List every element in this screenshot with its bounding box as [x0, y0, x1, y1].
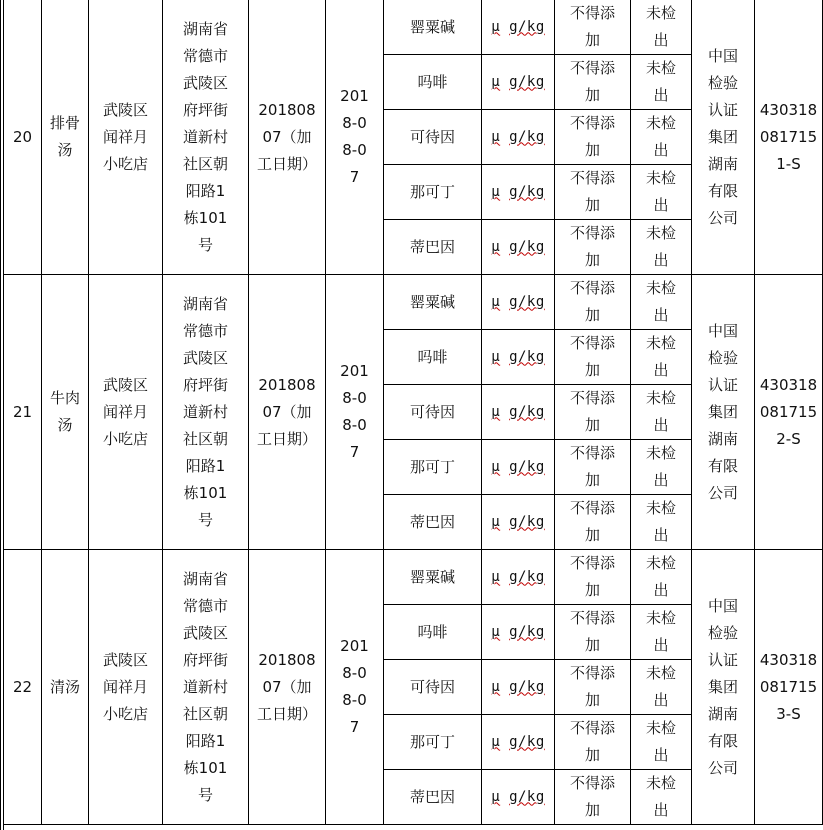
- sampled-unit-cell-text: 武陵区闻祥月小吃店: [102, 100, 148, 173]
- standard-value-cell: [555, 385, 631, 440]
- standard-value-cell: [555, 0, 631, 55]
- unit-mu-symbol: μ: [491, 128, 501, 145]
- sampled-unit-cell: [89, 275, 163, 550]
- sampling-date-cell-text: 2018-08-07: [340, 87, 369, 186]
- unit-suffix: g/kg: [509, 348, 545, 365]
- standard-value-cell: [555, 110, 631, 165]
- test-item-cell-text: 吗啡: [417, 622, 448, 641]
- report-number-cell: [755, 550, 823, 825]
- serial-number-cell-text: 20: [12, 127, 33, 146]
- unit-mu-symbol: μ: [491, 788, 501, 805]
- test-item-cell: [384, 605, 482, 660]
- test-item-cell-text: 吗啡: [417, 347, 448, 366]
- standard-value-cell: [555, 605, 631, 660]
- standard-value-cell: [555, 220, 631, 275]
- unit-of-measure-text: [491, 234, 545, 261]
- test-item-cell: [384, 660, 482, 715]
- unit-mu-symbol: μ: [491, 73, 501, 90]
- testing-agency-cell: [692, 275, 755, 550]
- standard-value-cell-text: 不得添加: [569, 114, 615, 159]
- testing-agency-cell-text: 中国检验认证集团湖南有限公司: [707, 321, 738, 502]
- report-number-cell-text: 4303180817152-S: [759, 375, 818, 448]
- test-item-cell-text: 可待因: [409, 677, 455, 696]
- standard-value-cell-text: 不得添加: [569, 609, 615, 654]
- standard-value-cell-text: 不得添加: [569, 664, 615, 709]
- unit-suffix: g/kg: [509, 568, 545, 585]
- standard-value-cell: [555, 715, 631, 770]
- test-result-cell: [631, 330, 692, 385]
- product-name-cell-text: 清汤: [49, 677, 80, 696]
- sampling-date-cell-text: 2018-08-07: [340, 362, 369, 461]
- test-result-cell-text: 未检出: [645, 719, 676, 764]
- batch-number-cell-text: 20180807（加工日期）: [256, 375, 317, 448]
- test-result-cell: [631, 715, 692, 770]
- test-result-cell: [631, 55, 692, 110]
- test-result-cell: [631, 275, 692, 330]
- unit-mu-symbol: μ: [491, 513, 501, 530]
- sampled-unit-cell-text: 武陵区闻祥月小吃店: [102, 375, 148, 448]
- standard-value-cell: [555, 330, 631, 385]
- report-number-cell: [755, 0, 823, 275]
- test-item-cell: [384, 275, 482, 330]
- test-item-cell-text: 罂粟碱: [409, 567, 455, 586]
- sampling-date-cell-text: 2018-08-07: [340, 637, 369, 736]
- batch-number-cell-text: 20180807（加工日期）: [256, 100, 317, 173]
- unit-of-measure-cell: [482, 55, 555, 110]
- test-item-cell-text: 罂粟碱: [409, 17, 455, 36]
- unit-of-measure-text: [491, 14, 545, 41]
- unit-mu-symbol: μ: [491, 348, 501, 365]
- unit-suffix: g/kg: [509, 623, 545, 640]
- test-result-cell: [631, 495, 692, 550]
- serial-number-cell: [4, 0, 42, 275]
- test-item-cell-text: 可待因: [409, 402, 455, 421]
- test-result-cell-text: 未检出: [645, 609, 676, 654]
- standard-value-cell-text: 不得添加: [569, 719, 615, 764]
- unit-of-measure-text: [491, 674, 545, 701]
- test-result-cell-text: 未检出: [645, 774, 676, 819]
- unit-mu-symbol: μ: [491, 293, 501, 310]
- test-item-cell: [384, 440, 482, 495]
- unit-of-measure-cell: [482, 0, 555, 55]
- batch-number-cell: [249, 550, 326, 825]
- unit-of-measure-cell: [482, 385, 555, 440]
- test-item-cell: [384, 550, 482, 605]
- test-result-cell: [631, 220, 692, 275]
- standard-value-cell: [555, 165, 631, 220]
- test-result-cell-text: 未检出: [645, 279, 676, 324]
- test-result-cell-text: 未检出: [645, 114, 676, 159]
- unit-suffix: g/kg: [509, 678, 545, 695]
- test-result-cell: [631, 440, 692, 495]
- standard-value-cell-text: 不得添加: [569, 499, 615, 544]
- unit-suffix: g/kg: [509, 293, 545, 310]
- test-result-cell-text: 未检出: [645, 499, 676, 544]
- unit-of-measure-text: [491, 729, 545, 756]
- test-item-cell: [384, 385, 482, 440]
- batch-number-cell-text: 20180807（加工日期）: [256, 650, 317, 723]
- unit-of-measure-cell: [482, 770, 555, 825]
- unit-of-measure-cell: [482, 440, 555, 495]
- test-result-cell-text: 未检出: [645, 59, 676, 104]
- unit-address-cell: [163, 550, 249, 825]
- unit-of-measure-cell: [482, 550, 555, 605]
- standard-value-cell-text: 不得添加: [569, 334, 615, 379]
- unit-mu-symbol: μ: [491, 458, 501, 475]
- batch-number-cell: [249, 275, 326, 550]
- unit-of-measure-cell: [482, 220, 555, 275]
- standard-value-cell-text: 不得添加: [569, 389, 615, 434]
- standard-value-cell-text: 不得添加: [569, 4, 615, 49]
- unit-mu-symbol: μ: [491, 403, 501, 420]
- standard-value-cell: [555, 660, 631, 715]
- sampling-date-cell: [326, 0, 384, 275]
- unit-suffix: g/kg: [509, 238, 545, 255]
- standard-value-cell: [555, 550, 631, 605]
- sampling-date-cell: [326, 275, 384, 550]
- serial-number-cell: [4, 275, 42, 550]
- unit-of-measure-text: [491, 69, 545, 96]
- test-result-cell: [631, 605, 692, 660]
- unit-of-measure-text: [491, 179, 545, 206]
- unit-mu-symbol: μ: [491, 18, 501, 35]
- test-item-cell-text: 那可丁: [409, 457, 455, 476]
- standard-value-cell-text: 不得添加: [569, 224, 615, 269]
- test-result-cell-text: 未检出: [645, 224, 676, 269]
- product-name-cell-text: 排骨汤: [49, 114, 80, 159]
- test-result-cell-text: 未检出: [645, 664, 676, 709]
- product-name-cell: [42, 275, 89, 550]
- test-item-cell: [384, 495, 482, 550]
- sampled-unit-cell: [89, 550, 163, 825]
- standard-value-cell: [555, 55, 631, 110]
- report-number-cell-text: 4303180817151-S: [759, 100, 818, 173]
- unit-address-cell-text: 湖南省常德市武陵区府坪街道新村社区朝阳路1栋101号: [182, 19, 228, 254]
- test-item-cell-text: 罂粟碱: [409, 292, 455, 311]
- unit-address-cell: [163, 275, 249, 550]
- unit-address-cell-text: 湖南省常德市武陵区府坪街道新村社区朝阳路1栋101号: [182, 569, 228, 804]
- test-item-cell-text: 可待因: [409, 127, 455, 146]
- standard-value-cell: [555, 440, 631, 495]
- unit-suffix: g/kg: [509, 458, 545, 475]
- unit-suffix: g/kg: [509, 733, 545, 750]
- table-left-inner-border: [3, 0, 4, 830]
- standard-value-cell-text: 不得添加: [569, 444, 615, 489]
- batch-number-cell: [249, 0, 326, 275]
- unit-of-measure-text: [491, 564, 545, 591]
- test-item-cell: [384, 110, 482, 165]
- sampled-unit-cell-text: 武陵区闻祥月小吃店: [102, 650, 148, 723]
- unit-mu-symbol: μ: [491, 678, 501, 695]
- testing-agency-cell-text: 中国检验认证集团湖南有限公司: [707, 46, 738, 227]
- report-number-cell: [755, 275, 823, 550]
- unit-mu-symbol: μ: [491, 568, 501, 585]
- sampling-date-cell: [326, 550, 384, 825]
- unit-mu-symbol: μ: [491, 183, 501, 200]
- serial-number-cell-text: 21: [12, 402, 33, 421]
- unit-mu-symbol: μ: [491, 238, 501, 255]
- test-item-cell: [384, 165, 482, 220]
- unit-mu-symbol: μ: [491, 733, 501, 750]
- test-item-cell-text: 蒂巴因: [409, 787, 455, 806]
- test-result-cell: [631, 385, 692, 440]
- test-result-cell: [631, 165, 692, 220]
- unit-of-measure-cell: [482, 275, 555, 330]
- unit-address-cell-text: 湖南省常德市武陵区府坪街道新村社区朝阳路1栋101号: [182, 294, 228, 529]
- standard-value-cell-text: 不得添加: [569, 774, 615, 819]
- standard-value-cell-text: 不得添加: [569, 554, 615, 599]
- unit-of-measure-text: [491, 619, 545, 646]
- product-name-cell: [42, 0, 89, 275]
- testing-agency-cell-text: 中国检验认证集团湖南有限公司: [707, 596, 738, 777]
- test-result-cell-text: 未检出: [645, 554, 676, 599]
- standard-value-cell-text: 不得添加: [569, 279, 615, 324]
- test-result-cell: [631, 660, 692, 715]
- sampled-unit-cell: [89, 0, 163, 275]
- test-item-cell: [384, 715, 482, 770]
- unit-suffix: g/kg: [509, 788, 545, 805]
- table-left-border: [0, 0, 1, 830]
- unit-of-measure-cell: [482, 715, 555, 770]
- unit-of-measure-cell: [482, 165, 555, 220]
- product-name-cell-text: 牛肉汤: [49, 389, 80, 434]
- test-result-cell: [631, 770, 692, 825]
- unit-of-measure-text: [491, 454, 545, 481]
- test-item-cell: [384, 220, 482, 275]
- standard-value-cell: [555, 495, 631, 550]
- standard-value-cell-text: 不得添加: [569, 169, 615, 214]
- test-item-cell: [384, 55, 482, 110]
- unit-of-measure-cell: [482, 330, 555, 385]
- unit-of-measure-text: [491, 399, 545, 426]
- test-item-cell-text: 蒂巴因: [409, 512, 455, 531]
- serial-number-cell: [4, 550, 42, 825]
- standard-value-cell: [555, 275, 631, 330]
- unit-mu-symbol: μ: [491, 623, 501, 640]
- unit-of-measure-text: [491, 124, 545, 151]
- test-result-cell-text: 未检出: [645, 169, 676, 214]
- report-number-cell-text: 4303180817153-S: [759, 650, 818, 723]
- unit-of-measure-text: [491, 509, 545, 536]
- test-item-cell: [384, 770, 482, 825]
- unit-suffix: g/kg: [509, 513, 545, 530]
- unit-address-cell: [163, 0, 249, 275]
- unit-of-measure-cell: [482, 495, 555, 550]
- testing-agency-cell: [692, 0, 755, 275]
- unit-of-measure-cell: [482, 605, 555, 660]
- test-result-cell: [631, 550, 692, 605]
- unit-suffix: g/kg: [509, 403, 545, 420]
- test-result-cell: [631, 110, 692, 165]
- test-item-cell: [384, 0, 482, 55]
- unit-suffix: g/kg: [509, 73, 545, 90]
- unit-of-measure-text: [491, 784, 545, 811]
- test-item-cell-text: 那可丁: [409, 182, 455, 201]
- test-result-cell: [631, 0, 692, 55]
- product-name-cell: [42, 550, 89, 825]
- test-result-cell-text: 未检出: [645, 334, 676, 379]
- serial-number-cell-text: 22: [12, 677, 33, 696]
- test-result-cell-text: 未检出: [645, 389, 676, 434]
- unit-suffix: g/kg: [509, 18, 545, 35]
- test-result-cell-text: 未检出: [645, 444, 676, 489]
- test-item-cell-text: 吗啡: [417, 72, 448, 91]
- unit-suffix: g/kg: [509, 183, 545, 200]
- testing-agency-cell: [692, 550, 755, 825]
- test-item-cell-text: 那可丁: [409, 732, 455, 751]
- unit-of-measure-cell: [482, 110, 555, 165]
- standard-value-cell-text: 不得添加: [569, 59, 615, 104]
- test-item-cell: [384, 330, 482, 385]
- standard-value-cell: [555, 770, 631, 825]
- test-item-cell-text: 蒂巴因: [409, 237, 455, 256]
- unit-of-measure-text: [491, 289, 545, 316]
- unit-of-measure-text: [491, 344, 545, 371]
- unit-of-measure-cell: [482, 660, 555, 715]
- test-result-cell-text: 未检出: [645, 4, 676, 49]
- unit-suffix: g/kg: [509, 128, 545, 145]
